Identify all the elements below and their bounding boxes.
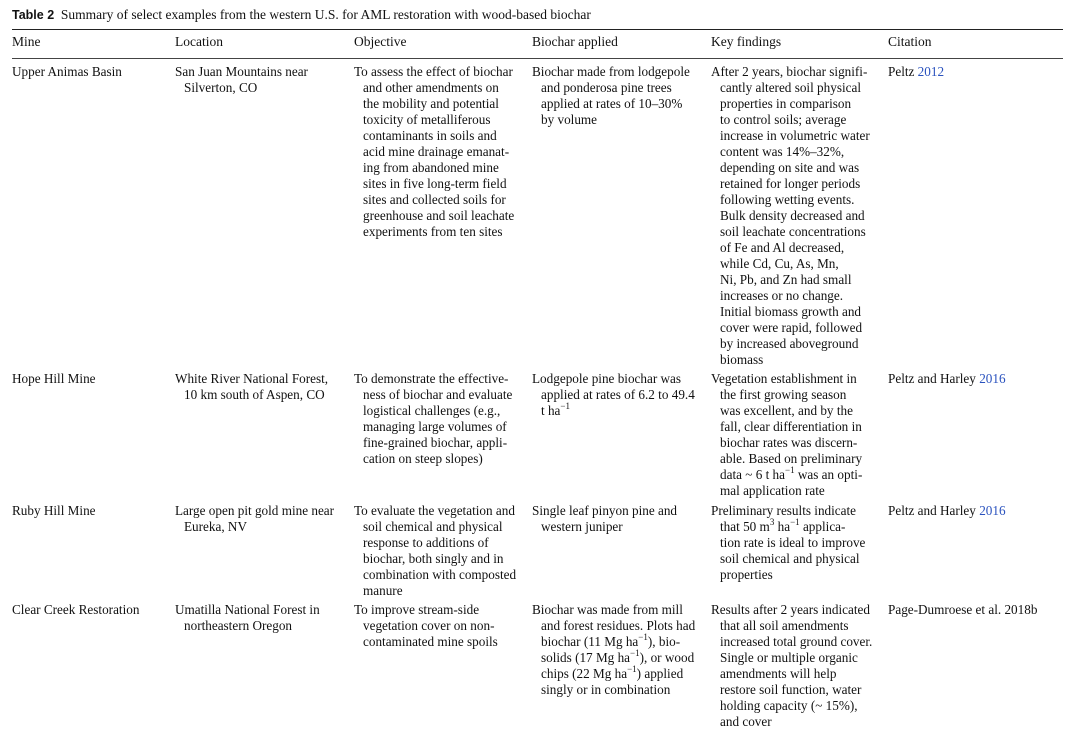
citation-author: Peltz and Harley	[888, 371, 976, 386]
cell-biochar: Single leaf pinyon pine and western juniper	[532, 503, 678, 534]
cell-citation	[888, 64, 944, 80]
table-title: Summary of select examples from the western U.S. for AML restoration with wood-based biochar	[60, 7, 591, 22]
citation-link[interactable]: 2016	[979, 503, 1006, 518]
cell-location: San Juan Mountains near Silverton, CO	[175, 64, 308, 95]
citation-link[interactable]: 2016	[979, 371, 1006, 386]
cell-objective: To assess the effect of biochar and other amendments on the mobility and potential toxicity of metalliferous contaminants in soils and acid mine drainage emanat- ing from abandoned mine sites in five long-term field sites and collected soils for greenhouse and soil leachate experiments from ten sites	[354, 64, 515, 239]
cell-findings: Results after 2 years indicated that all soil amendments increased total ground cover. Single or multiple organic amendments will help restore soil function, water holding capacity (~ 15%), and cover	[711, 602, 873, 729]
cell-mine: Clear Creek Restoration	[12, 602, 140, 617]
cell-mine: Hope Hill Mine	[12, 371, 96, 386]
cell-findings: Preliminary results indicate that 50 $m^3$ $ha^{-1}$ applica- tion rate is ideal to improve soil chemical and physical properties	[711, 503, 866, 582]
cell-biochar: Biochar was made from mill and forest residues. Plots had biochar (11 Mg $ha^{-1}$), bio- solids (17 Mg $ha^{-1}$), or wood chips (22 Mg $ha^{-1}$) applied singly or in combination	[532, 602, 696, 697]
citation-author: Peltz and Harley	[888, 503, 976, 518]
cell-citation	[888, 371, 1006, 387]
table-label: Table 2	[12, 8, 55, 22]
header-mine: Mine	[12, 34, 41, 49]
citation-author: Page-Dumroese et al. 2018b	[888, 602, 1038, 617]
header-location: Location	[175, 34, 223, 49]
cell-location: Large open pit gold mine near Eureka, NV	[175, 503, 335, 534]
header-objective: Objective	[354, 34, 407, 49]
cell-citation	[888, 602, 1037, 618]
cell-objective: To demonstrate the effective- ness of biochar and evaluate logistical challenges (e.g., managing large volumes of fine-grained biochar, appli- cation on steep slopes)	[354, 371, 513, 466]
top-rule	[12, 29, 1063, 30]
header-rule	[12, 58, 1063, 59]
table-caption	[12, 6, 591, 24]
cell-objective: To improve stream-side vegetation cover on non- contaminated mine spoils	[354, 602, 498, 649]
cell-location: Umatilla National Forest in northeastern Oregon	[175, 602, 320, 633]
cell-mine: Upper Animas Basin	[12, 64, 122, 79]
header-citation: Citation	[888, 34, 932, 49]
cell-findings: After 2 years, biochar signifi- cantly altered soil physical properties in comparison to control soils; average increase in volumetric water content was 14%–32%, depending on site and was retained for longer periods following wetting events. Bulk density decreased and soil leachate concentrations of Fe and Al decreased, while Cd, Cu, As, Mn, Ni, Pb, and Zn had small increases or no change. Initial biomass growth and cover were rapid, followed by increased aboveground biomass	[711, 64, 870, 367]
cell-biochar: Lodgepole pine biochar was applied at rates of 6.2 to 49.4 t $ha^{-1}$	[532, 371, 695, 418]
header-biochar: Biochar applied	[532, 34, 618, 49]
header-findings: Key findings	[711, 34, 782, 49]
citation-link[interactable]: 2012	[917, 64, 945, 79]
citation-author: Peltz	[888, 64, 915, 79]
cell-location: White River National Forest, 10 km south of Aspen, CO	[175, 371, 329, 402]
cell-citation	[888, 503, 1006, 519]
cell-findings: Vegetation establishment in the first growing season was excellent, and by the fall, clear differentiation in biochar rates was discern- able. Based on preliminary data ~ 6 t $ha^{-1}$ was an opti- mal application rate	[711, 371, 863, 498]
cell-objective: To evaluate the vegetation and soil chemical and physical response to additions of biochar, both singly and in combination with composted manure	[354, 503, 517, 598]
cell-mine: Ruby Hill Mine	[12, 503, 96, 518]
cell-biochar: Biochar made from lodgepole and ponderosa pine trees applied at rates of 10–30% by volume	[532, 64, 690, 127]
